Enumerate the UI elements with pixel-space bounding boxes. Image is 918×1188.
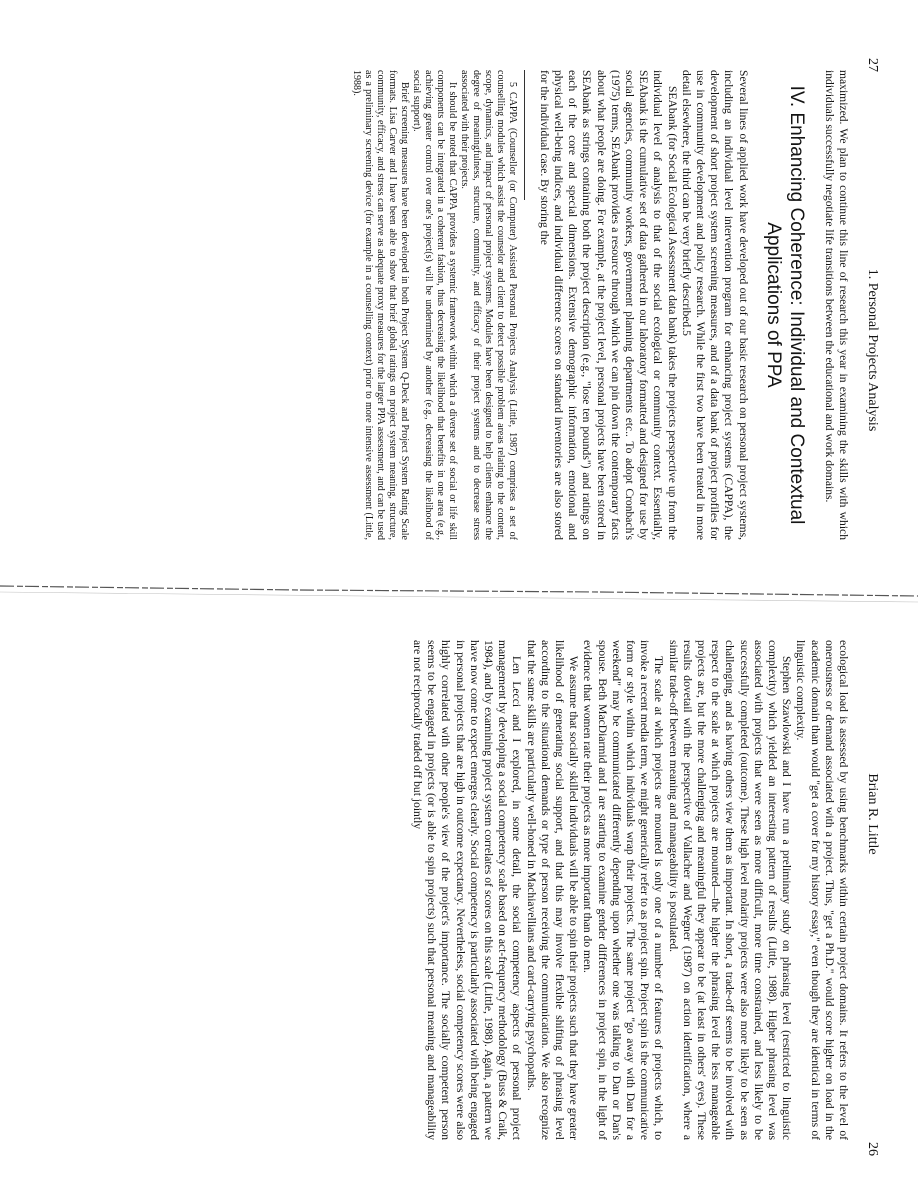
body-paragraph: We assume that socially skilled individuals will be able to spin their projects such that they have greater likelihood of generating social support, and that this may involve flexible shifting of phrasing level according to the situational demands or type of person receiving the communication. We also recognize that the same skills are particularly well-honed in Machiavellians and card-carrying psychopaths. — [524, 640, 581, 1140]
page-number: 26 — [865, 1142, 880, 1156]
running-title: 1. Personal Projects Analysis — [865, 268, 880, 432]
body-paragraph: Len Lecci and I explored, in some detail, the social competency aspects of personal project management by developing a social competency scale based on act-frequency methodology (Buss & Craik, 1984), and by examining project system correlates of scores on this scale (Little, 1988). Again, a pattern we have now come to expect emerges clearly. Social competency is particularly associated with being engaged in personal projects that are high in outcome expectancy. Nevertheless, social competency scores were also highly correlated with other people's view of the project's importance. The socially competent person seems to be engaged in projects (or is able to spin projects) such that personal meaning and manageability are not reciprocally traded off but jointly — [410, 640, 524, 1140]
page-26 — [0, 594, 918, 1188]
body-paragraph: ecological load is assessed by using benchmarks within certain project domains. It refers to the level of onerousness or demand associated with a project. Thus, "get a Ph.D." would score higher on load in the academic domain than would "get a cover for my history essay," even though they are identical in terms of linguistic complexity. — [794, 640, 850, 1140]
running-title: Brian R. Little — [865, 773, 880, 855]
footnote: Brief screening measures have been developed in both Project System Q-Deck and Project System Rating Scale formats. Lisa Carver and I have been able to show that brief global ratings on project system meaning, structure, community, efficacy, and stress can serve as adequate proxy measures for the larger PPA assessment, and can be used as a preliminary screening device (for example in a counselling context) prior to more intensive assessment (Little, 1988). — [350, 70, 410, 540]
section-heading: IV. Enhancing Coherence: Individual and Contextual Applications of PPA — [762, 85, 807, 525]
body-paragraph: The scale at which projects are mounted is only one of a number of features of projects which, to invoke a recent media term, we might generically refer to as project spin. Project spin is the communicative form or style within which individuals wrap their projects. The same project "go away with Dan for a weekend" may be communicated differently depending upon whether one was talking to Dan or Dan's spouse. Beth MacDiarmid and I are starting to examine gender differences in project spin, in the light of evidence that women rate their projects as more important than do men. — [581, 640, 666, 1140]
footnotes — [350, 70, 518, 540]
text-column — [350, 70, 850, 540]
page-number: 27 — [865, 58, 880, 72]
body-paragraph: SEAbank (for Social Ecological Assessment data bank) takes the projects perspective up from the individual level of analysis to that of the social ecological or community context. Essentially, SEAbank is the cumulative set of data gathered in our laboratory formatted and designed for use by social agencies, community workers, government planning departments etc.. To adopt Cronbach's (1975) terms, SEAbank provides a resource through which we can pin down the contemporary facts about what people are doing. For example, at the project level, personal projects have been stored in SEAbank as strings containing both the project description (e.g., "lose ten pounds") and ratings on each of the core and special dimensions. Extensive demographic information, emotional and physical well-being indices, and individual difference scores on standard inventories are also stored for the individual case. By storing the — [537, 70, 679, 540]
text-column — [410, 640, 850, 1140]
footnote-rule — [524, 70, 525, 200]
footnote: It should be noted that CAPPA provides a systemic framework within which a diverse set of social or life skill components can be integrated in a coherent fashion, thus decreasing the likelihood that benefits in one area (e.g., achieving greater control over one's project(s) will be undermined by another (e.g., decreasing the likelihood of social support). — [410, 70, 458, 540]
intro-paragraph: maximized. We plan to continue this line of research this year in examining the skills with which individuals successfully negotiate life transitions between the educational and work domains. — [822, 70, 850, 540]
body-paragraph: Several lines of applied work have developed out of our basic research on personal project systems, including an individual level intervention program for enhancing project systems (CAPPA), the development of short project system screening measures, and of a data bank of project profiles for use in community development and policy research. While the first two have been treated in more detail elsewhere, the third can be very briefly described.5 — [679, 70, 750, 540]
body-paragraph: Stephen Szawlowski and I have run a preliminary study on phrasing level (restricted to linguistic complexity) which yielded an interesting pattern of results (Little, 1988). Higher phrasing level was associated with projects that were seen as more difficult, more time constrained, and less likely to be successfully completed (outcome). These high level molarity projects were also more likely to be seen as challenging, and as having others view them as important. In short, a trade-off seems to be involved with respect to the scale at which projects are mounted—the higher the phrasing level the less manageable projects are, but the more challenging and meaningful they appear to be (at least in others' eyes). These results dovetail with the perspective of Vallacher and Wegner (1987) on action identification, where a similar trade-off between meaning and manageability is postulated. — [666, 640, 794, 1140]
footnote: 5 CAPPA (Counsellor (or Computer) Assisted Personal Projects Analysis (Little, 1987) comprises a set of counselling modules which assist the counselor and client to detect possible problem areas relating to the content, scope, dynamics, and impact of personal project systems. Modules have been designed to help clients enhance the degree of meaningfulness, structure, community, and efficacy of their project systems and to decrease stress associated with their projects. — [458, 70, 518, 540]
